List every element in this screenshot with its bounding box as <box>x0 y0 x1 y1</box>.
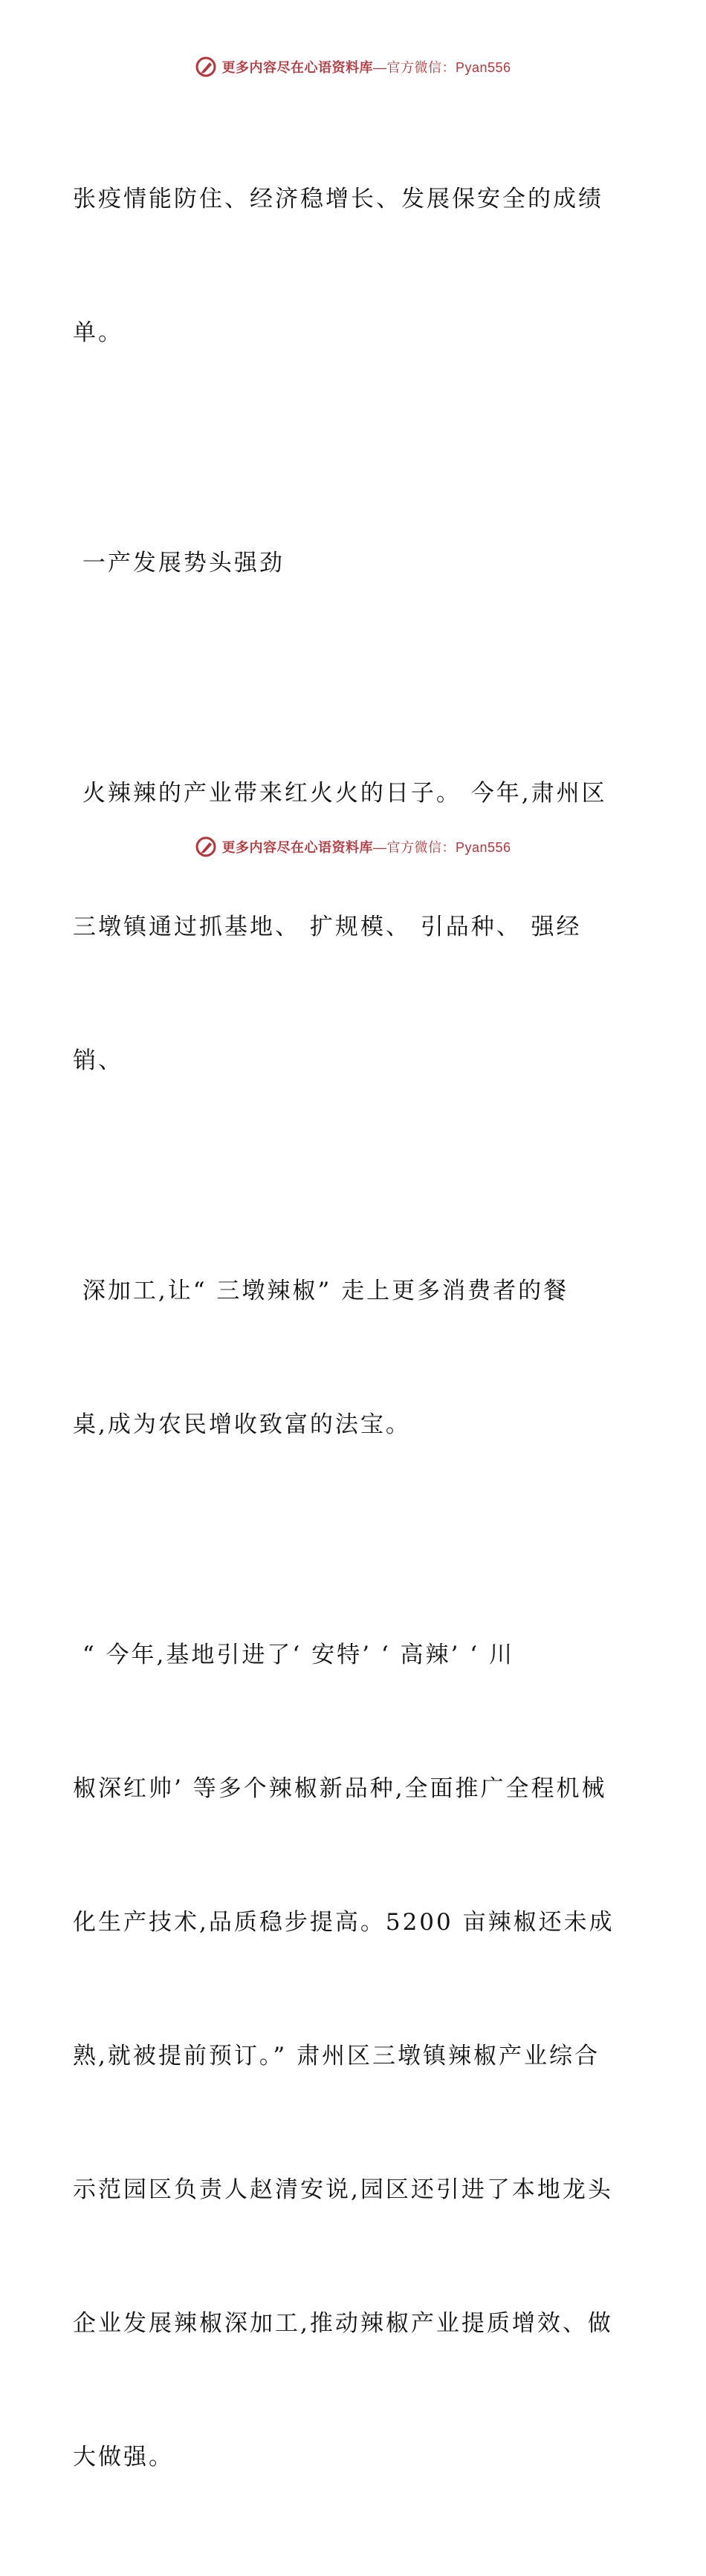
paragraph-3 <box>73 682 638 1172</box>
watermark-prefix: 更多内容尽在心语资料库 <box>221 60 373 75</box>
watermark-suffix: —官方微信：Pyan556 <box>372 60 511 75</box>
watermark-text <box>221 57 511 77</box>
paragraph-5 <box>73 1544 638 2569</box>
watermark-text <box>221 837 511 856</box>
paragraph-1 <box>73 88 638 444</box>
section-heading <box>73 452 638 674</box>
text-line: 大做强。 <box>73 2444 174 2471</box>
watermark-suffix: —官方微信：Pyan556 <box>372 840 511 855</box>
text-line: 椒深红帅’ 等多个辣椒新品种,全面推广全程机械 <box>73 1775 607 1802</box>
text-line: 三墩镇通过抓基地、 扩规模、 引品种、 强经 <box>73 914 582 940</box>
footer-watermark <box>0 833 706 860</box>
text-line: “ 今年,基地引进了‘ 安特’ ‘ 高辣’ ‘ 川 <box>73 1642 514 1668</box>
text-line: 熟,就被提前预订。” 肃州区三墩镇辣椒产业综合 <box>73 2043 600 2069</box>
pen-nib-circle-icon <box>195 836 217 858</box>
pen-nib-circle-icon <box>195 56 217 78</box>
text-line: 张疫情能防住、经济稳增长、发展保安全的成绩 <box>73 186 603 212</box>
text-line: 单。 <box>73 319 123 346</box>
paragraph-4 <box>73 1180 638 1536</box>
text-line: 火辣辣的产业带来红火火的日子。 今年,肃州区 <box>73 780 607 807</box>
text-line: 企业发展辣椒深加工,推动辣椒产业提质增效、做 <box>73 2310 613 2337</box>
text-line: 化生产技术,品质稳步提高。5200 亩辣椒还未成 <box>73 1909 615 1936</box>
text-line: 桌,成为农民增收致富的法宝。 <box>73 1411 411 1438</box>
text-line: 一产发展势头强劲 <box>73 550 285 576</box>
watermark-prefix: 更多内容尽在心语资料库 <box>221 840 373 855</box>
text-line: 示范园区负责人赵清安说,园区还引进了本地龙头 <box>73 2176 613 2203</box>
text-line: 销、 <box>73 1047 123 1074</box>
header-watermark <box>0 53 706 80</box>
document-body <box>73 88 638 2576</box>
text-line: 深加工,让“ 三墩辣椒” 走上更多消费者的餐 <box>73 1278 569 1304</box>
